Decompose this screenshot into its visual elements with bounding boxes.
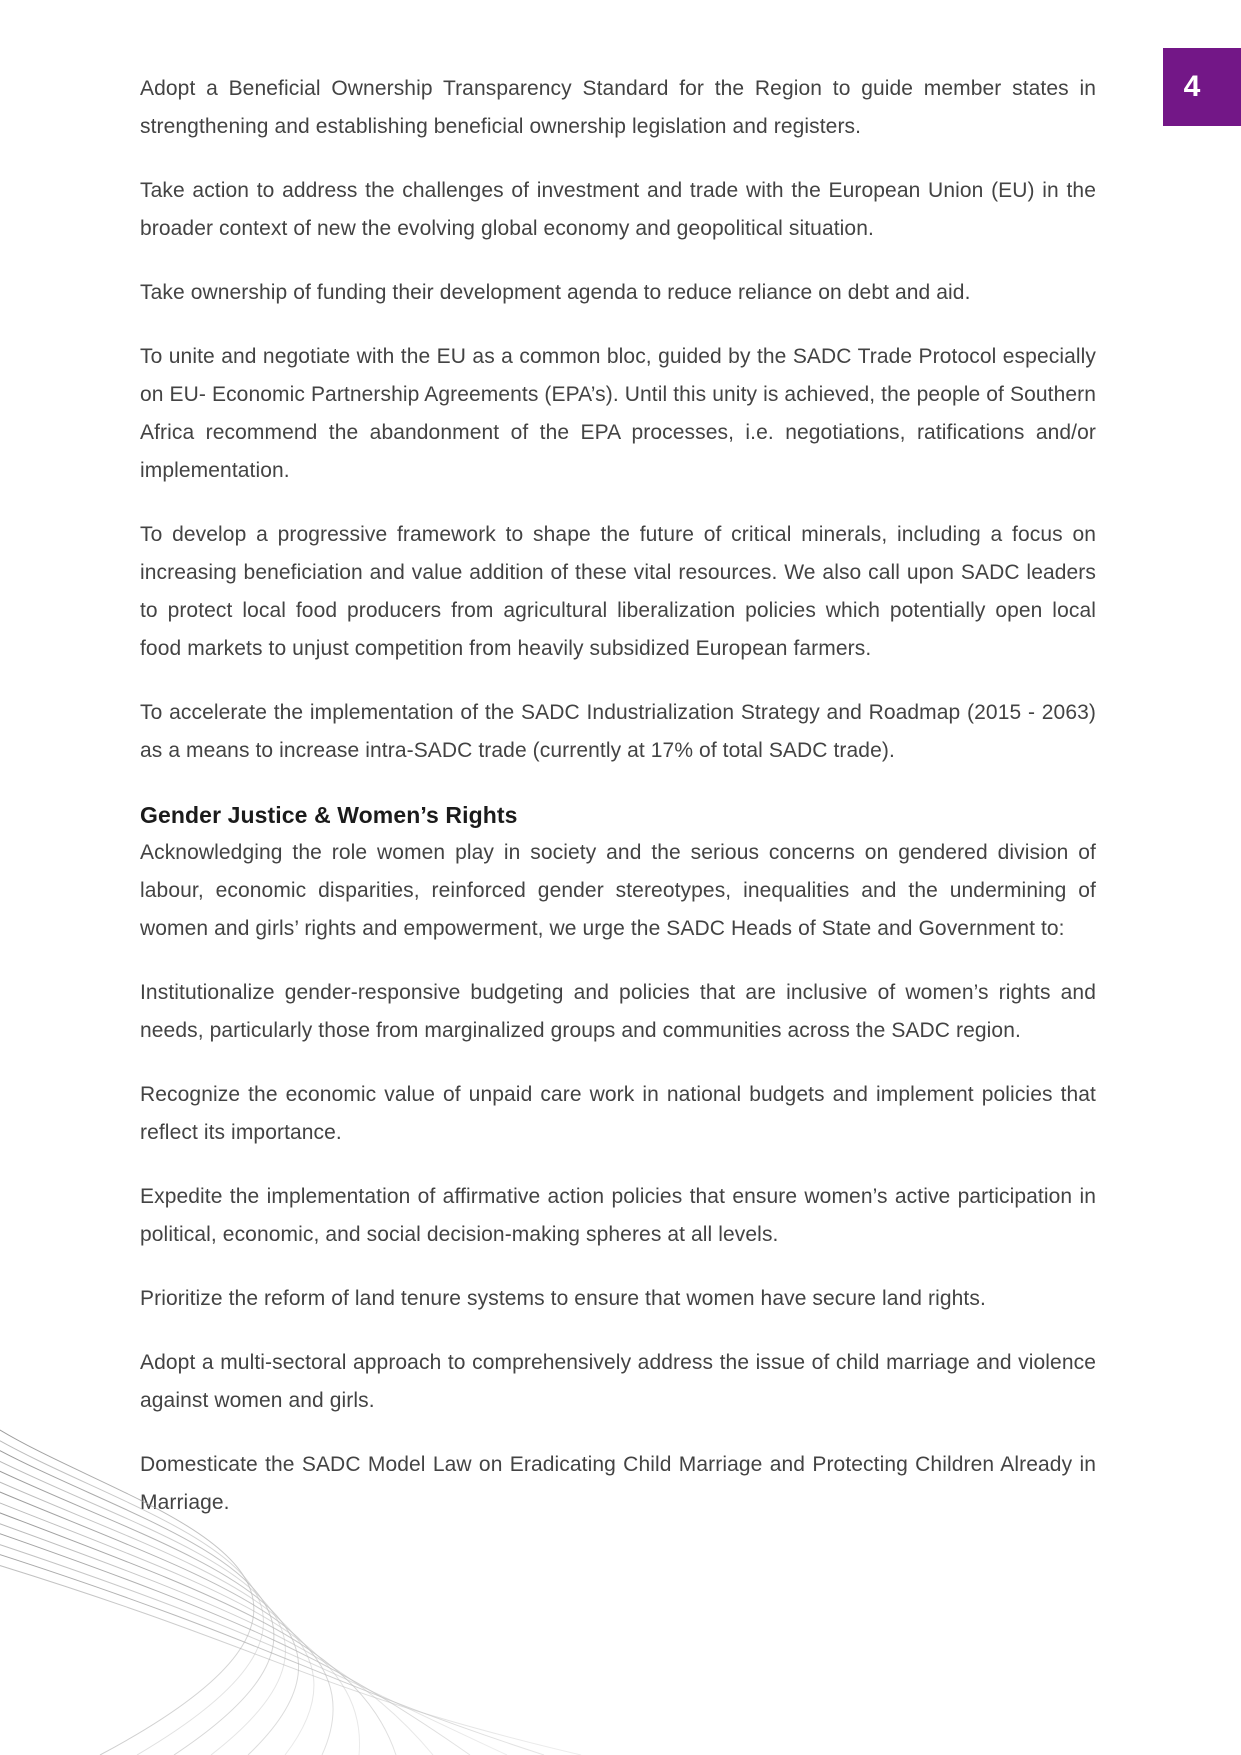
page-number-badge <box>1163 48 1241 126</box>
body-paragraph: Take ownership of funding their development agenda to reduce reliance on debt and aid. <box>140 281 971 304</box>
body-paragraph: Expedite the implementation of affirmative action policies that ensure women’s active participation in political, economic, and social decision-making spheres at all levels. <box>140 1185 1096 1246</box>
page-number: 4 <box>1183 70 1201 103</box>
body-paragraph: To accelerate the implementation of the SADC Industrialization Strategy and Roadmap (2015 - 2063) as a means to increase intra-SADC trade (currently at 17% of total SADC trade). <box>140 701 1096 762</box>
body-paragraph: Prioritize the reform of land tenure systems to ensure that women have secure land rights. <box>140 1287 986 1310</box>
body-paragraph: Adopt a Beneficial Ownership Transparency Standard for the Region to guide member states in strengthening and establishing beneficial ownership legislation and registers. <box>140 77 1096 138</box>
body-paragraph: Adopt a multi-sectoral approach to comprehensively address the issue of child marriage and violence against women and girls. <box>140 1351 1096 1412</box>
document-body <box>140 70 1096 1548</box>
body-paragraph: Acknowledging the role women play in society and the serious concerns on gendered division of labour, economic disparities, reinforced gender stereotypes, inequalities and the undermining of women and girls’ rights and empowerment, we urge the SADC Heads of State and Government to: <box>140 841 1096 940</box>
body-paragraph: Domesticate the SADC Model Law on Eradicating Child Marriage and Protecting Children Already in Marriage. <box>140 1453 1096 1514</box>
body-paragraph: To develop a progressive framework to shape the future of critical minerals, including a focus on increasing beneficiation and value addition of these vital resources. We also call upon SADC leaders to protect local food producers from agricultural liberalization policies which potentially open local food markets to unjust competition from heavily subsidized European farmers. <box>140 523 1096 660</box>
body-paragraph: To unite and negotiate with the EU as a common bloc, guided by the SADC Trade Protocol especially on EU- Economic Partnership Agreements (EPA’s). Until this unity is achieved, the people of Southern Africa recommend the abandonment of the EPA processes, i.e. negotiations, ratifications and/or implementation. <box>140 345 1096 482</box>
body-paragraph: Recognize the economic value of unpaid care work in national budgets and implement policies that reflect its importance. <box>140 1083 1096 1144</box>
section-heading-gender-justice: Gender Justice & Women’s Rights <box>140 802 518 828</box>
body-paragraph: Take action to address the challenges of investment and trade with the European Union (EU) in the broader context of new the evolving global economy and geopolitical situation. <box>140 179 1096 240</box>
body-paragraph: Institutionalize gender-responsive budgeting and policies that are inclusive of women’s rights and needs, particularly those from marginalized groups and communities across the SADC region. <box>140 981 1096 1042</box>
